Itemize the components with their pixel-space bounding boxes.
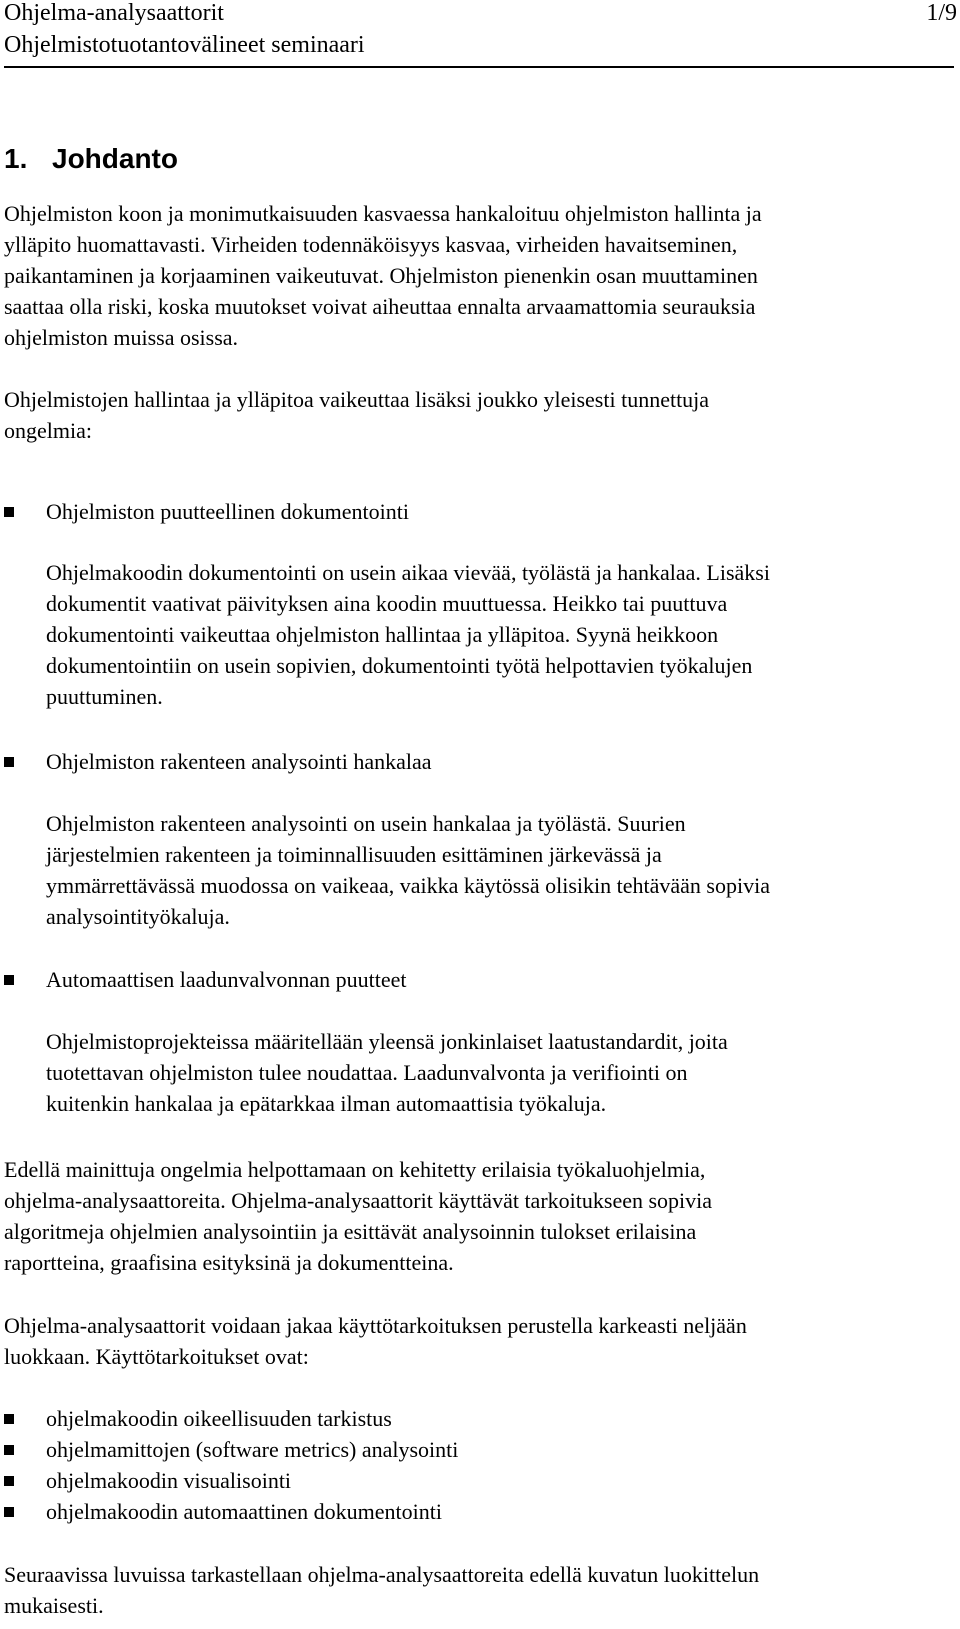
section-title: Johdanto bbox=[52, 143, 178, 174]
paragraph-line: ohjelma-analysaattoreita. Ohjelma-analysaattorit käyttävät tarkoitukseen sopivia bbox=[4, 1188, 713, 1213]
square-bullet-icon bbox=[4, 975, 14, 985]
category-label: ohjelmamittojen (software metrics) analysointi bbox=[46, 1437, 459, 1462]
paragraph-line: järjestelmien rakenteen ja toiminnallisuuden esittäminen järkevässä ja bbox=[46, 842, 662, 867]
paragraph-line: raportteina, graafisina esityksinä ja dokumentteina. bbox=[4, 1250, 454, 1275]
document-title: Ohjelma-analysaattorit bbox=[4, 0, 224, 26]
category-label: ohjelmakoodin oikeellisuuden tarkistus bbox=[46, 1406, 392, 1431]
problems-intro-paragraph bbox=[4, 384, 954, 446]
categories-intro-paragraph bbox=[4, 1310, 954, 1372]
paragraph-line: Ohjelmakoodin dokumentointi on usein aikaa vievää, työlästä ja hankalaa. Lisäksi bbox=[46, 560, 770, 585]
paragraph-line: ongelmia: bbox=[4, 418, 92, 443]
problem-title: Automaattisen laadunvalvonnan puutteet bbox=[46, 967, 407, 992]
paragraph-line: puuttuminen. bbox=[46, 684, 163, 709]
problem-description bbox=[46, 1026, 946, 1119]
closing-paragraph bbox=[4, 1559, 954, 1621]
paragraph-line: Ohjelmistojen hallintaa ja ylläpitoa vaikeuttaa lisäksi joukko yleisesti tunnettuja bbox=[4, 387, 710, 412]
paragraph-line: tuotettavan ohjelmiston tulee noudattaa. Laadunvalvonta ja verifiointi on bbox=[46, 1060, 688, 1085]
problem-title: Ohjelmiston rakenteen analysointi hankalaa bbox=[46, 749, 432, 774]
paragraph-line: mukaisesti. bbox=[4, 1593, 104, 1618]
square-bullet-icon bbox=[4, 1445, 14, 1455]
section-heading bbox=[4, 142, 178, 176]
paragraph-line: dokumentit vaativat päivityksen aina koodin muuttuessa. Heikko tai puuttuva bbox=[46, 591, 728, 616]
paragraph-line: algoritmeja ohjelmien analysointiin ja esittävät analysoinnin tulokset erilaisina bbox=[4, 1219, 697, 1244]
page-number: 1/9 bbox=[926, 0, 957, 26]
category-label: ohjelmakoodin visualisointi bbox=[46, 1468, 292, 1493]
paragraph-line: Edellä mainittuja ongelmia helpottamaan on kehitetty erilaisia työkaluohjelmia, bbox=[4, 1157, 706, 1182]
square-bullet-icon bbox=[4, 507, 14, 517]
paragraph-line: dokumentointiin on usein sopivien, dokumentointi työtä helpottavien työkalujen bbox=[46, 653, 753, 678]
problem-description bbox=[46, 808, 946, 932]
paragraph-line: Ohjelmiston koon ja monimutkaisuuden kasvaessa hankaloituu ohjelmiston hallinta ja bbox=[4, 201, 762, 226]
problem-description bbox=[46, 557, 946, 712]
paragraph-line: paikantaminen ja korjaaminen vaikeutuvat. Ohjelmiston pienenkin osan muuttaminen bbox=[4, 263, 758, 288]
tools-paragraph bbox=[4, 1154, 954, 1278]
paragraph-line: dokumentointi vaikeuttaa ohjelmiston hallintaa ja ylläpitoa. Syynä heikkoon bbox=[46, 622, 719, 647]
intro-paragraph bbox=[4, 198, 954, 353]
document-subtitle: Ohjelmistotuotantovälineet seminaari bbox=[4, 32, 365, 58]
page-header bbox=[4, 0, 957, 68]
square-bullet-icon bbox=[4, 757, 14, 767]
section-number: 1. bbox=[4, 143, 28, 174]
problem-title: Ohjelmiston puutteellinen dokumentointi bbox=[46, 499, 409, 524]
paragraph-line: luokkaan. Käyttötarkoitukset ovat: bbox=[4, 1344, 309, 1369]
paragraph-line: Ohjelma-analysaattorit voidaan jakaa käyttötarkoituksen perustella karkeasti neljään bbox=[4, 1313, 747, 1338]
square-bullet-icon bbox=[4, 1507, 14, 1517]
paragraph-line: Seuraavissa luvuissa tarkastellaan ohjelma-analysaattoreita edellä kuvatun luokittelun bbox=[4, 1562, 760, 1587]
paragraph-line: Ohjelmistoprojekteissa määritellään yleensä jonkinlaiset laatustandardit, joita bbox=[46, 1029, 728, 1054]
category-label: ohjelmakoodin automaattinen dokumentointi bbox=[46, 1499, 442, 1524]
paragraph-line: ohjelmiston muissa osissa. bbox=[4, 325, 239, 350]
paragraph-line: analysointityökaluja. bbox=[46, 904, 230, 929]
paragraph-line: ymmärrettävässä muodossa on vaikeaa, vaikka käytössä olisikin tehtävään sopivia bbox=[46, 873, 770, 898]
square-bullet-icon bbox=[4, 1476, 14, 1486]
paragraph-line: ylläpito huomattavasti. Virheiden todennäköisyys kasvaa, virheiden havaitseminen, bbox=[4, 232, 738, 257]
paragraph-line: Ohjelmiston rakenteen analysointi on usein hankalaa ja työlästä. Suurien bbox=[46, 811, 686, 836]
square-bullet-icon bbox=[4, 1414, 14, 1424]
paragraph-line: saattaa olla riski, koska muutokset voivat aiheuttaa ennalta arvaamattomia seurauksia bbox=[4, 294, 756, 319]
paragraph-line: kuitenkin hankalaa ja epätarkkaa ilman automaattisia työkaluja. bbox=[46, 1091, 607, 1116]
